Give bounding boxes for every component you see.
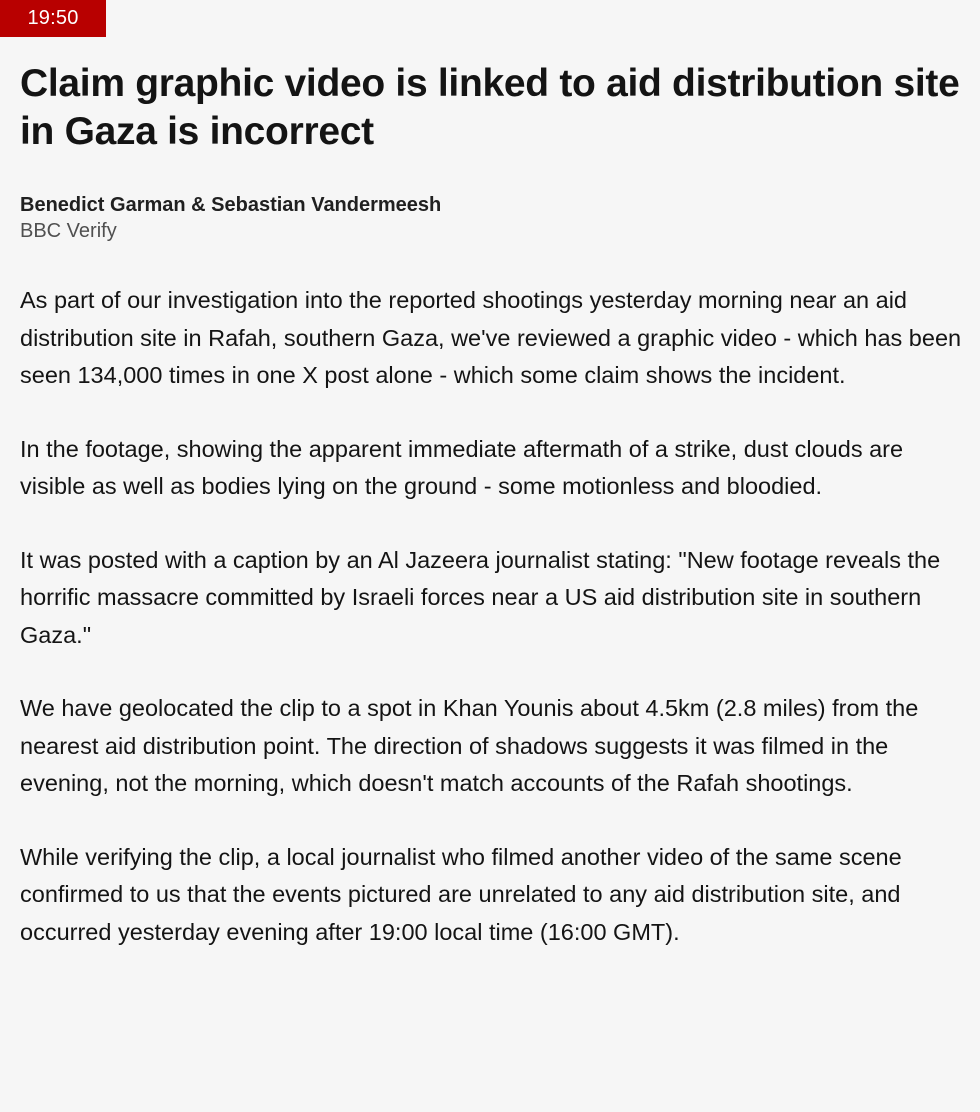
article-paragraph-1: As part of our investigation into the reported shootings yesterday morning near an aid distribution site in Rafah, southern Gaza, we've reviewed a graphic video - which has been seen 134,000 times in one X post alone - which some claim shows the incident. (20, 287, 962, 388)
article-paragraph-4: We have geolocated the clip to a spot in Khan Younis about 4.5km (2.8 miles) from the nearest aid distribution point. The direction of shadows suggests it was filmed in the evening, not the morning, which doesn't match accounts of the Rafah shootings. (20, 695, 919, 796)
headline: Claim graphic video is linked to aid distribution site in Gaza is incorrect (20, 62, 960, 153)
article-paragraph-3: It was posted with a caption by an Al Jazeera journalist stating: "New footage reveals the horrific massacre committed by Israeli forces near a US aid distribution site in southern Gaza." (20, 546, 941, 648)
article-paragraph-5: While verifying the clip, a local journalist who filmed another video of the same scene confirmed to us that the events pictured are unrelated to any aid distribution site, and occurred yesterday evening after 19:00 local time (16:00 GMT). (20, 843, 902, 945)
author-names: Benedict Garman & Sebastian Vandermeesh (20, 194, 442, 216)
byline (20, 192, 441, 244)
article-paragraph-2: In the footage, showing the apparent immediate aftermath of a strike, dust clouds are visible as well as bodies lying on the ground - some motionless and bloodied. (20, 435, 904, 499)
timestamp-badge: 19:50 (0, 0, 106, 37)
author-organization: BBC Verify (20, 220, 117, 242)
article-body (20, 282, 965, 987)
